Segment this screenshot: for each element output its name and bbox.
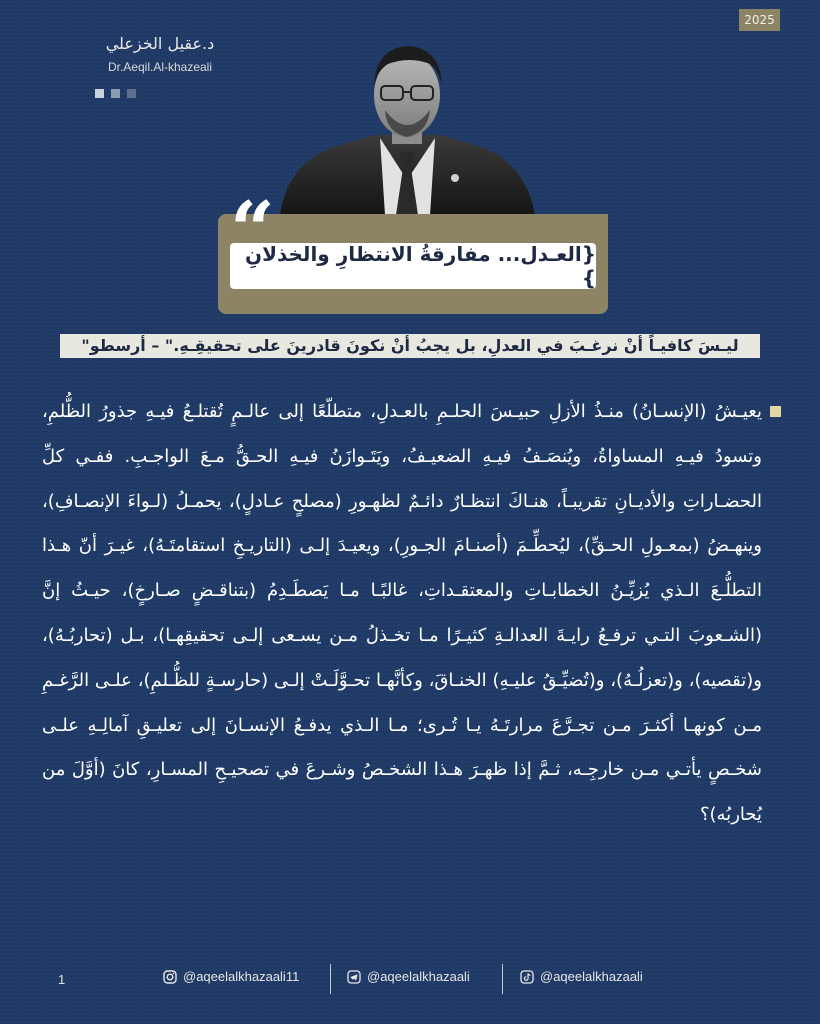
tiktok-handle: @aqeelalkhazaali: [540, 969, 643, 984]
instagram-link[interactable]: [163, 969, 299, 984]
title-banner: [218, 214, 608, 314]
dot-icon: [111, 89, 120, 98]
author-portrait: [280, 40, 535, 215]
telegram-handle: @aqeelalkhazaali: [367, 969, 470, 984]
tiktok-icon: [520, 970, 534, 984]
instagram-icon: [163, 970, 177, 984]
instagram-handle: @aqeelalkhazaali11: [183, 969, 300, 984]
page-number: 1: [58, 972, 66, 987]
article-title: {العـدل... مفارقةُ الانتظارِ والخذلانِ }: [230, 243, 596, 289]
aristotle-quote: ليـسَ كافيـاً أنْ نرغـبَ في العدلِ، بل يجبُ أنْ نكونَ قادرينَ على تحقيقِـهِ." – أرسطو": [60, 334, 760, 358]
author-name-english: Dr.Aeqil.Al-khazeali: [107, 60, 213, 74]
telegram-icon: [347, 970, 361, 984]
dot-icon: [95, 89, 104, 98]
bullet-square-icon: [770, 406, 781, 417]
year-badge: 2025: [739, 9, 780, 31]
footer-divider: [330, 964, 331, 994]
dot-icon: [127, 89, 136, 98]
quote-mark-icon: “: [230, 185, 275, 276]
author-name-arabic: د.عقيل الخزعلي: [105, 34, 215, 53]
telegram-link[interactable]: [347, 969, 470, 984]
footer: [0, 960, 820, 1000]
footer-divider: [502, 964, 503, 994]
decorative-dots: [95, 89, 136, 98]
tiktok-link[interactable]: [520, 969, 643, 984]
article-body: يعيـشُ (الإنسـانُ) منـذُ الأزلِ حبيـسَ الحلـمِ بالعـدلِ، متطلّعًا إلى عالـمٍ تُقتلـعُ فيـهِ جذورُ الظُّلمِ، وتسودُ فيـهِ المساواةُ، ويُنصَـفُ فيـهِ الضعيـفُ، ويَتَـوازَنُ فيـهِ الحـقُّ مـعَ الواجـبِ. ففـي كلِّ الحضـاراتِ والأديـانِ تقريبـاً، هنـاكَ انتظـارٌ دائـمٌ لظهـورِ (مصلحٍ عـادلٍ)، يحمـلُ (لـواءَ الإنصـافِ)، وينهـضُ (بمعـولِ الحـقِّ)، ليُحطِّـمَ (أصنـامَ الجـورِ)، ويعيـدَ إلـى (التاريـخِ استقامتَـهُ)، غيـرَ أنّ هـذا التطلُّـعَ الـذي يُزيِّـنُ الخطابـاتِ والمعتقـداتِ، غالبًـا مـا يَصطَـدِمُ (بتناقـضٍ صـارخٍ)، حيـثُ إنَّ (الشـعوبَ التـي ترفـعُ رايـةَ العدالـةِ كثيـرًا مـا تخـذلُ مـن يسـعى إلـى تحقيقِهـا)، بـل (تحاربُـهُ)، و(تقصيه)، و(تعزلُـهُ)، و(تُضيِّـقُ عليـهِ) الخنـاقَ، وكأنَّهـا تحـوَّلَـتْ إلـى (حارسـةٍ للظُّـلمِ)، علـى الرَّغـمِ مـن كونهـا أكثـرَ مـن تجـرَّعَ مرارتَـهُ يـا تُـرى؛ مـا الـذي يدفـعُ الإنسـانَ إلى تعليـقِ آمالِـهِ علـى شخـصٍ يأتـي مـن خارجِـه، ثـمَّ إذا ظهـرَ هـذا الشخـصُ وشـرعَ في تصحيـحِ المسـارِ، كانَ (أوَّلَ من يُحاربُه)؟: [42, 401, 762, 826]
